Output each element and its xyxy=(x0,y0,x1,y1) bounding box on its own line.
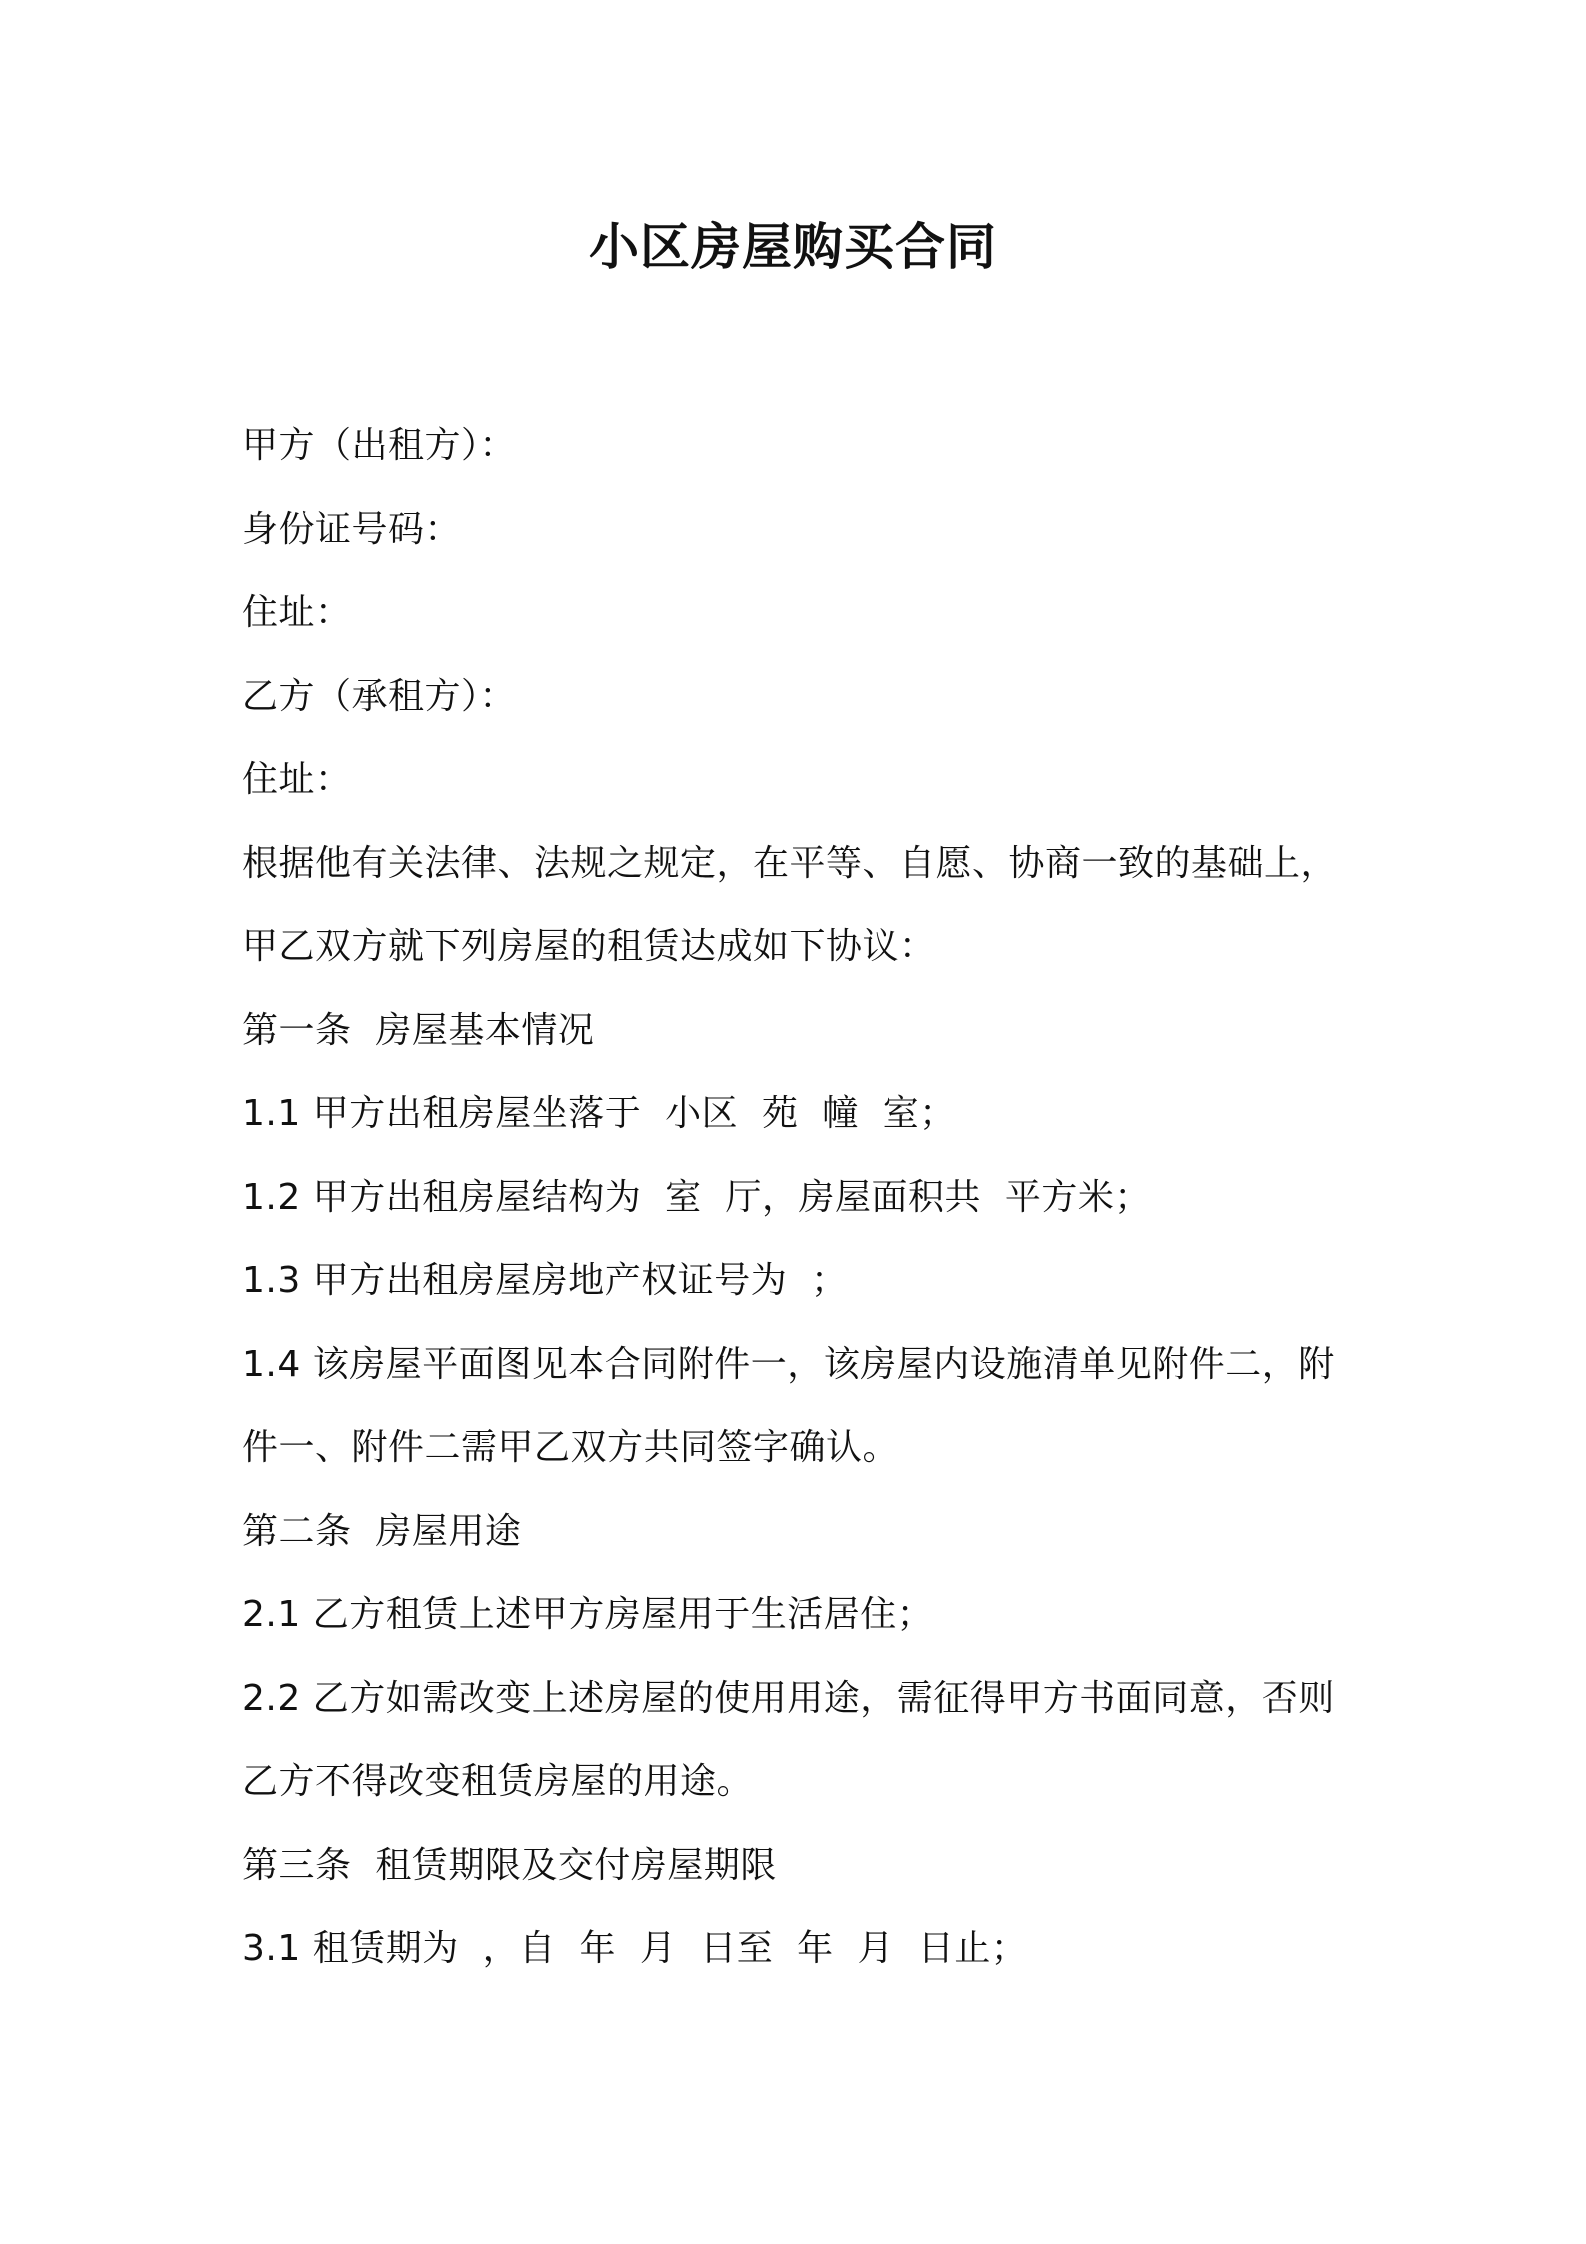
clause-2-2-line-2: 乙方不得改变租赁房屋的用途。 xyxy=(242,1761,754,1802)
clause-1-1: 1.1 甲方出租房屋坐落于 小区 苑 幢 室； xyxy=(242,1093,956,1134)
clause-1-2: 1.2 甲方出租房屋结构为 室 厅，房屋面积共 平方米； xyxy=(242,1176,1151,1218)
party-b-address-label: 住址： xyxy=(242,759,352,800)
party-b-label: 乙方（承租方）： xyxy=(242,675,517,717)
party-a-address-label: 住址： xyxy=(242,592,352,633)
document-body xyxy=(242,404,1362,1991)
article-2-heading: 第二条 房屋用途 xyxy=(242,1510,522,1552)
document-title: 小区房屋购买合同 xyxy=(589,218,997,276)
clause-1-4-line-2: 件一、附件二需甲乙双方共同签字确认。 xyxy=(242,1427,900,1468)
clause-1-4-line-1: 1.4 该房屋平面图见本合同附件一，该房屋内设施清单见附件二，附 xyxy=(242,1343,1335,1385)
article-3-heading: 第三条 租赁期限及交付房屋期限 xyxy=(242,1844,777,1886)
id-number-label: 身份证号码： xyxy=(242,508,462,550)
article-1-heading: 第一条 房屋基本情况 xyxy=(242,1009,595,1051)
preamble-line-1: 根据他有关法律、法规之规定，在平等、自愿、协商一致的基础上， xyxy=(242,842,1338,884)
clause-2-2-line-1: 2.2 乙方如需改变上述房屋的使用用途，需征得甲方书面同意，否则 xyxy=(242,1677,1335,1719)
preamble-line-2: 甲乙双方就下列房屋的租赁达成如下协议： xyxy=(242,926,936,967)
party-a-label: 甲方（出租方）： xyxy=(242,425,517,466)
clause-2-1: 2.1 乙方租赁上述甲方房屋用于生活居住； xyxy=(242,1594,934,1635)
clause-3-1: 3.1 租赁期为 ，自 年 月 日至 年 月 日止； xyxy=(242,1928,1028,1969)
clause-1-3: 1.3 甲方出租房屋房地产权证号为 ； xyxy=(242,1260,848,1301)
